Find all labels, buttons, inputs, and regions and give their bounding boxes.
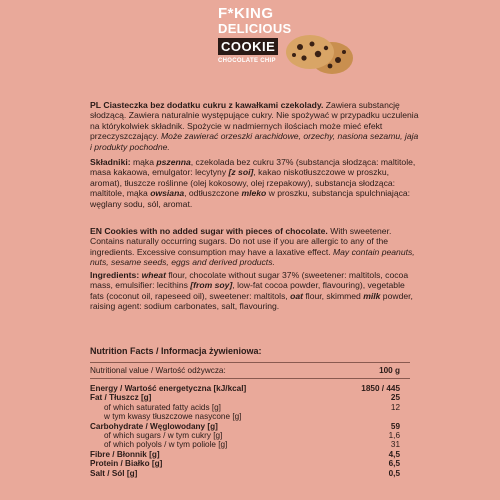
en-description [90,226,420,268]
brand-line1: F*KING [218,5,274,22]
table-row: Salt / Sól [g] 0,5 [90,468,400,478]
nutrition-header-label: Nutritional value / Wartość odżywcza: [90,366,226,375]
pl-description [90,100,420,152]
pl-allergens: Może zawierać orzeszki arachidowe, orzechy, nasiona sezamu, jaja i produkty pochodne. [90,131,419,152]
table-row: Carbohydrate / Węglowodany [g] 59 [90,421,400,431]
pl-desc: Zawiera substancję słodzącą. Zawiera naturalnie występujące cukry. Nie spożywać w przypadku uczulenia na którykolwiek składnik. Spożycie w nadmiernych ilościach może mieć efekt przeczyszczający. [90,100,419,142]
en-ing-4: [from soy] [190,280,233,291]
table-row: Energy / Wartość energetyczna [kJ/kcal] 1850 / 445 [90,384,400,393]
table-row: of which sugars / w tym cukry [g] 1,6 [104,431,400,441]
en-ing-6: oat [290,290,304,301]
pl-ing-6: owsiana [150,188,185,199]
pl-ing-5: , kakao niskotłuszczowe w proszku, aromat), tłuszcze roślinne (olej kokosowy, olej rzepakowy), substancja słodząca: maltitole, mąka [90,167,396,199]
table-row: Fibre / Błonnik [g] 4,5 [90,449,400,459]
pl-ing-8: mleko [241,188,267,199]
table-row: Protein / Białko [g] 6,5 [90,459,400,469]
header [0,0,500,82]
nutrition-title: Nutrition Facts / Informacja żywieniowa: [90,346,262,356]
en-ing-8: milk [363,290,381,301]
nutrition-table [90,346,410,478]
en-ing-7: flour, skimmed [303,290,364,301]
product-variant: CHOCOLATE CHIP [218,58,276,64]
en-ing-9: powder, raising agent: sodium carbonates, salt, flavouring. [90,290,413,312]
nutrition-header [90,362,410,379]
table-row: Fat / Tłuszcz [g] 25 [90,393,400,403]
table-row: of which polyols / w tym poliole [g] 31 [104,440,400,450]
product-name: COOKIE [218,38,278,55]
pl-code: PL [90,100,101,110]
pl-ing-9: w proszku, substancja spulchniająca: węglany sodu, sól, aromat. [90,188,411,209]
nutrition-header-value: 100 g [379,366,400,375]
en-ing-label: Ingredients: [90,270,140,280]
en-ing-5: , low-fat cocoa powder, flavouring), vegetable fats (coconut oil, rapeseed oil), sweetener: maltitols, [90,280,405,301]
en-allergens: May contain peanuts, nuts, sesame seeds, eggs and derived products. [90,246,415,268]
cookie-image [282,34,354,76]
en-ingredients [90,270,420,312]
en-code: EN [90,226,102,236]
pl-ing-1: mąka [130,157,157,167]
en-ing-3: flour, chocolate without sugar 37% (sweetener: maltitols, cocoa mass, emulsifier: lecithins [90,270,409,291]
brand-line2: DELICIOUS [218,21,292,36]
pl-ing-3: , czekolada bez cukru 37% (substancja słodząca: maltitole, masa kakaowa, emulgator: lecytyny [90,157,416,178]
brand-logo [218,6,290,64]
en-desc: With sweetener. Contains naturally occurring sugars. Do not use if you are allergic to any of the ingredients. Excessive consumption may have a laxative effect. [90,226,392,257]
pl-ingredients [90,157,420,209]
pl-title: Ciasteczka bez dodatku cukru z kawałkami czekolady. [103,100,324,110]
en-title: Cookies with no added sugar with pieces of chocolate. [104,226,328,236]
pl-ing-2: pszenna [156,157,191,167]
pl-ing-label: Składniki: [90,157,131,167]
table-row: of which saturated fatty acids [g] 12 [104,402,400,412]
pl-ing-7: , odtłuszczone [184,188,242,199]
en-ing-2: wheat [141,270,166,280]
table-row: w tym kwasy tłuszczowe nasycone [g] [104,412,242,422]
pl-ing-4: [z soi] [228,167,254,178]
